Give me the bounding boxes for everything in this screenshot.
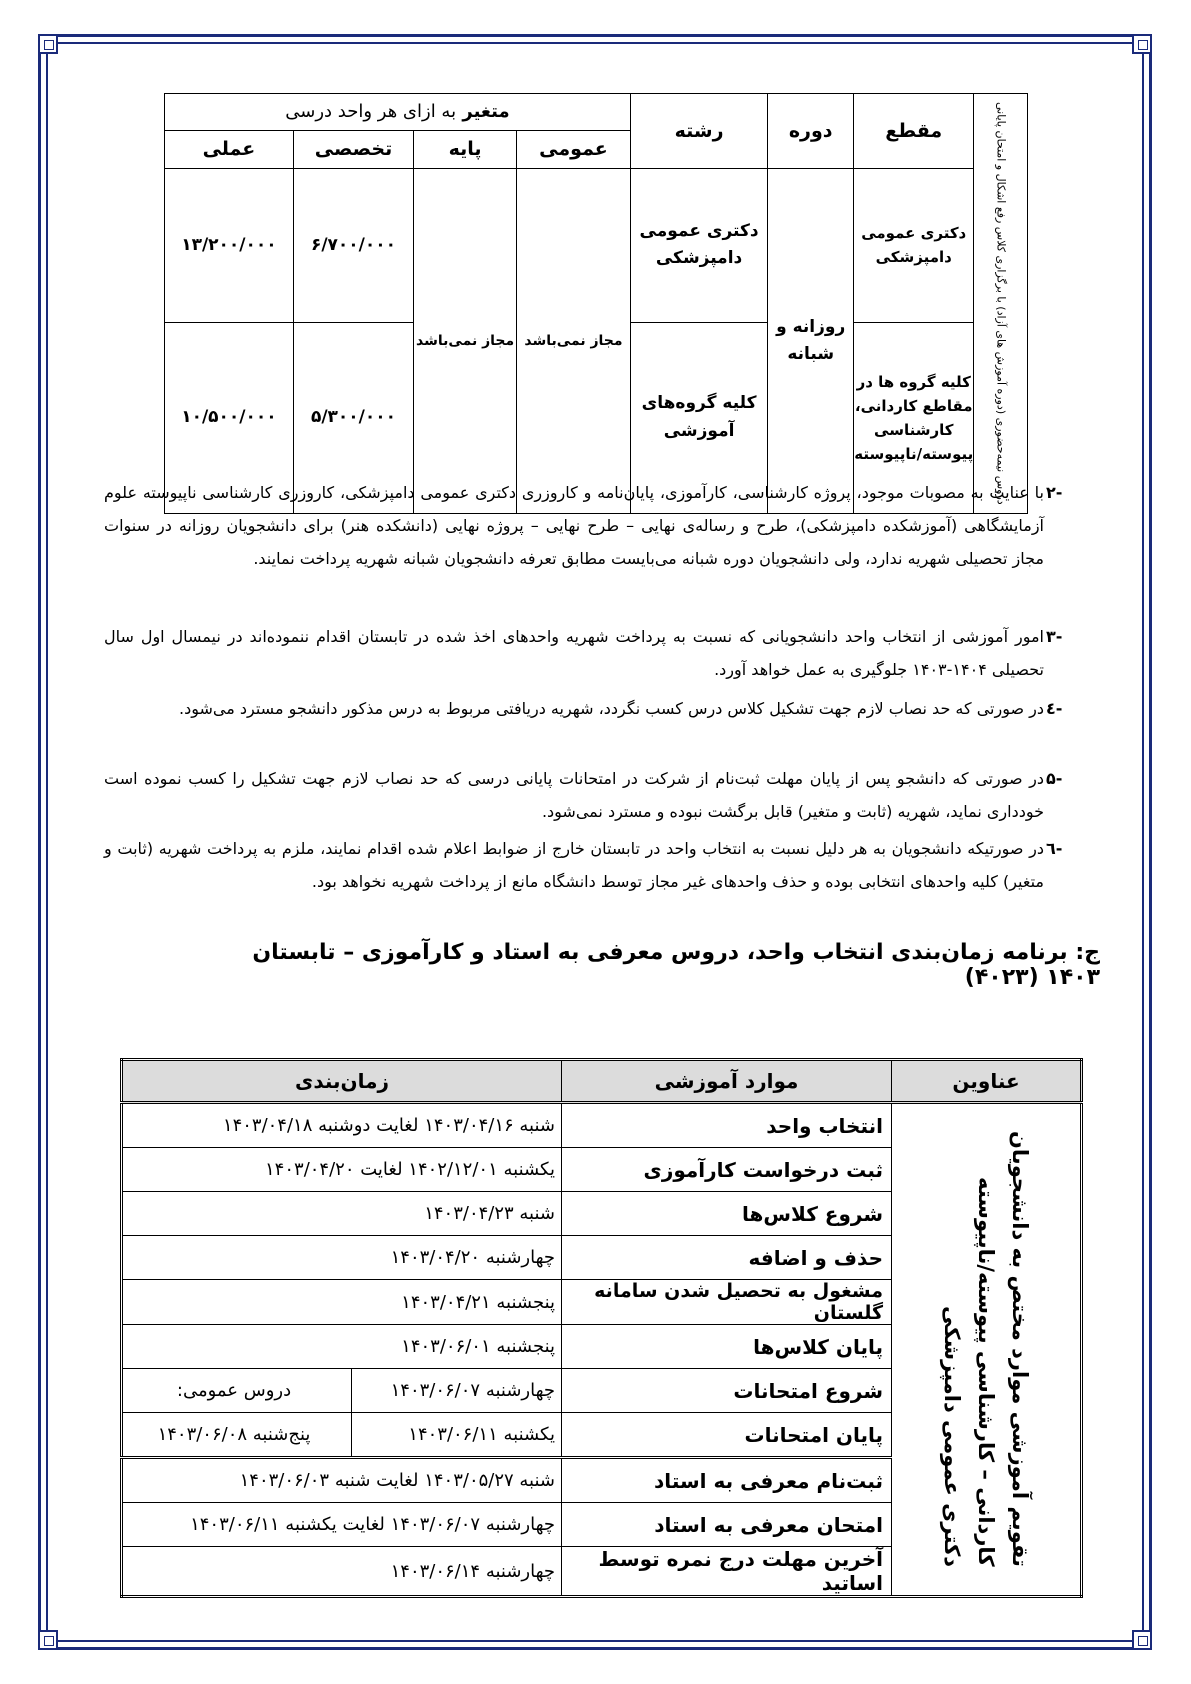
schedule-date: شنبه ۱۴۰۳/۰۴/۲۳ [122,1192,562,1236]
specialized-price: ۶/۷۰۰/۰۰۰ [293,169,413,323]
border-corner [38,1630,58,1650]
period-cell: روزانه و شبانه [768,169,854,514]
paragraph-text: در صورتی که دانشجو پس از پایان مهلت ثبت‌نام از شرکت در امتحانات پایانی درسی که حد نصاب لازم جهت تشکیل را کسب نموده است خودداری نماید، شهریه (ثابت و متغیر) قابل برگشت نبوده و مسترد نمی‌شود. [104,769,1044,821]
header-specialized: تخصصی [293,131,413,169]
header-level: مقطع [854,94,974,169]
schedule-item: حذف و اضافه [562,1236,892,1280]
header-general: عمومی [517,131,631,169]
schedule-table [120,1058,1083,1598]
header-field: رشته [630,94,767,169]
fee-table [164,93,1028,514]
schedule-date: یکشنبه ۱۴۰۳/۰۶/۱۱ [352,1413,562,1458]
side-note: دروس نیمه‌حضوری (دوره آموزش های آزاد) با برگزاری کلاس رفع اشکال و امتحان پایانی [974,94,1028,514]
paragraph-number: -٤ [1046,699,1063,718]
general-courses-label: دروس عمومی: [122,1369,352,1413]
paragraph-number: -٦ [1046,839,1063,858]
field-cell: کلیه گروه‌های آموزشی [630,322,767,513]
general-cell: مجاز نمی‌باشد [517,169,631,514]
schedule-date: پنجشنبه ۱۴۰۳/۰۶/۰۱ [122,1325,562,1369]
schedule-date: شنبه ۱۴۰۳/۰۴/۱۶ لغایت دوشنبه ۱۴۰۳/۰۴/۱۸ [122,1103,562,1148]
paragraph-text: در صورتی که حد نصاب لازم جهت تشکیل کلاس درس کسب نگردد، شهریه دریافتی مربوط به درس مذکور دانشجو مسترد می‌شود. [179,699,1044,718]
level-cell: دکتری عمومی دامپزشکی [854,169,974,323]
paragraph [104,762,1063,828]
header-items: موارد آموزشی [562,1060,892,1103]
paragraph-number: -۵ [1046,769,1063,788]
border-corner [1132,1630,1152,1650]
calendar-side-title [892,1103,1082,1597]
level-cell: کلیه گروه ها در مقاطع کاردانی، کارشناسی پیوسته/ناپیوسته [854,322,974,513]
header-timing: زمان‌بندی [122,1060,562,1103]
border-corner [38,34,58,54]
paragraph [104,620,1063,686]
specialized-price: ۵/۳۰۰/۰۰۰ [293,322,413,513]
practical-price: ۱۳/۲۰۰/۰۰۰ [165,169,294,323]
schedule-date: پنجشنبه ۱۴۰۳/۰۴/۲۱ [122,1280,562,1325]
paragraph-text: در صورتیکه دانشجویان به هر دلیل نسبت به انتخاب واحد در تابستان خارج از ضوابط اعلام شده اقدام نمایند، ملزم به پرداخت شهریه (ثابت و متغیر) کلیه واحدهای انتخابی بوده و حذف واحدهای غیر مجاز توسط دانشگاه مانع از پرداخت شهریه نخواهد بود. [104,839,1044,891]
schedule-date: چهارشنبه ۱۴۰۳/۰۶/۰۷ لغایت یکشنبه ۱۴۰۳/۰۶/۱۱ [122,1503,562,1547]
paragraph-number: -۲ [1046,483,1063,502]
header-variable [165,94,631,131]
schedule-item: پایان امتحانات [562,1413,892,1458]
schedule-item: ثبت‌نام معرفی به استاد [562,1458,892,1503]
schedule-item: شروع امتحانات [562,1369,892,1413]
paragraph-text: امور آموزشی از انتخاب واحد دانشجویانی که نسبت به پرداخت شهریه واحدهای اخذ شده در تابستان اقدام ننموده‌اند در نیمسال اول سال تحصیلی ۱۴۰۴-۱۴۰۳ جلوگیری به عمل خواهد آورد. [104,627,1044,679]
practical-price: ۱۰/۵۰۰/۰۰۰ [165,322,294,513]
header-titles: عناوین [892,1060,1082,1103]
header-period: دوره [768,94,854,169]
schedule-date: شنبه ۱۴۰۳/۰۵/۲۷ لغایت شنبه ۱۴۰۳/۰۶/۰۳ [122,1458,562,1503]
paragraph [104,832,1063,898]
border-corner [1132,34,1152,54]
schedule-date: چهارشنبه ۱۴۰۳/۰۶/۰۷ [352,1369,562,1413]
schedule-date: یکشنبه ۱۴۰۲/۱۲/۰۱ لغایت ۱۴۰۳/۰۴/۲۰ [122,1148,562,1192]
calendar-side-title-text: تقویم آموزشی موارد مختص به دانشجویان کاردانی – کارشناسی پیوسته/ناپیوسته دکتری عمومی دامپزشکی [940,1131,1033,1567]
schedule-item: ثبت درخواست کارآموزی [562,1148,892,1192]
basic-cell: مجاز نمی‌باشد [414,169,517,514]
field-cell: دکتری عمومی دامپزشکی [630,169,767,323]
schedule-item: پایان کلاس‌ها [562,1325,892,1369]
schedule-item: شروع کلاس‌ها [562,1192,892,1236]
paragraph-text: با عنایت به مصوبات موجود، پروژه کارشناسی، کارآموزی، پایان‌نامه و کاروزری دکتری عمومی دامپزشکی، کاروزری کارشناسی ناپیوسته علوم آزمایشگاهی (آموزشکده دامپزشکی)، طرح و رساله‌ی نهایی – طرح نهایی – پروژه نهایی (دانشکده هنر) برای دانشجویان روزانه در سنوات مجاز تحصیلی شهریه ندارد، ولی دانشجویان دوره شبانه می‌بایست مطابق تعرفه دانشجویان شبانه شهریه پرداخت نمایند. [104,483,1044,568]
schedule-item: انتخاب واحد [562,1103,892,1148]
schedule-date: چهارشنبه ۱۴۰۳/۰۶/۱۴ [122,1547,562,1597]
schedule-date: چهارشنبه ۱۴۰۳/۰۴/۲۰ [122,1236,562,1280]
header-variable-bold: متغیر [462,100,510,122]
schedule-item: مشغول به تحصیل شدن سامانه گلستان [562,1280,892,1325]
schedule-item: امتحان معرفی به استاد [562,1503,892,1547]
schedule-item: آخرین مهلت درج نمره توسط اساتید [562,1547,892,1597]
paragraph [104,476,1063,575]
header-practical: عملی [165,131,294,169]
general-courses-date: پنج‌شنبه ۱۴۰۳/۰۶/۰۸ [122,1413,352,1458]
section-title: ج: برنامه زمان‌بندی انتخاب واحد، دروس معرفی به استاد و کارآموزی – تابستان ۱۴۰۳ (۴۰۲۳) [252,940,1100,990]
header-variable-rest: به ازای هر واحد درسی [285,100,457,122]
paragraph [104,692,1063,725]
paragraph-number: -۳ [1046,627,1063,646]
header-basic: پایه [414,131,517,169]
